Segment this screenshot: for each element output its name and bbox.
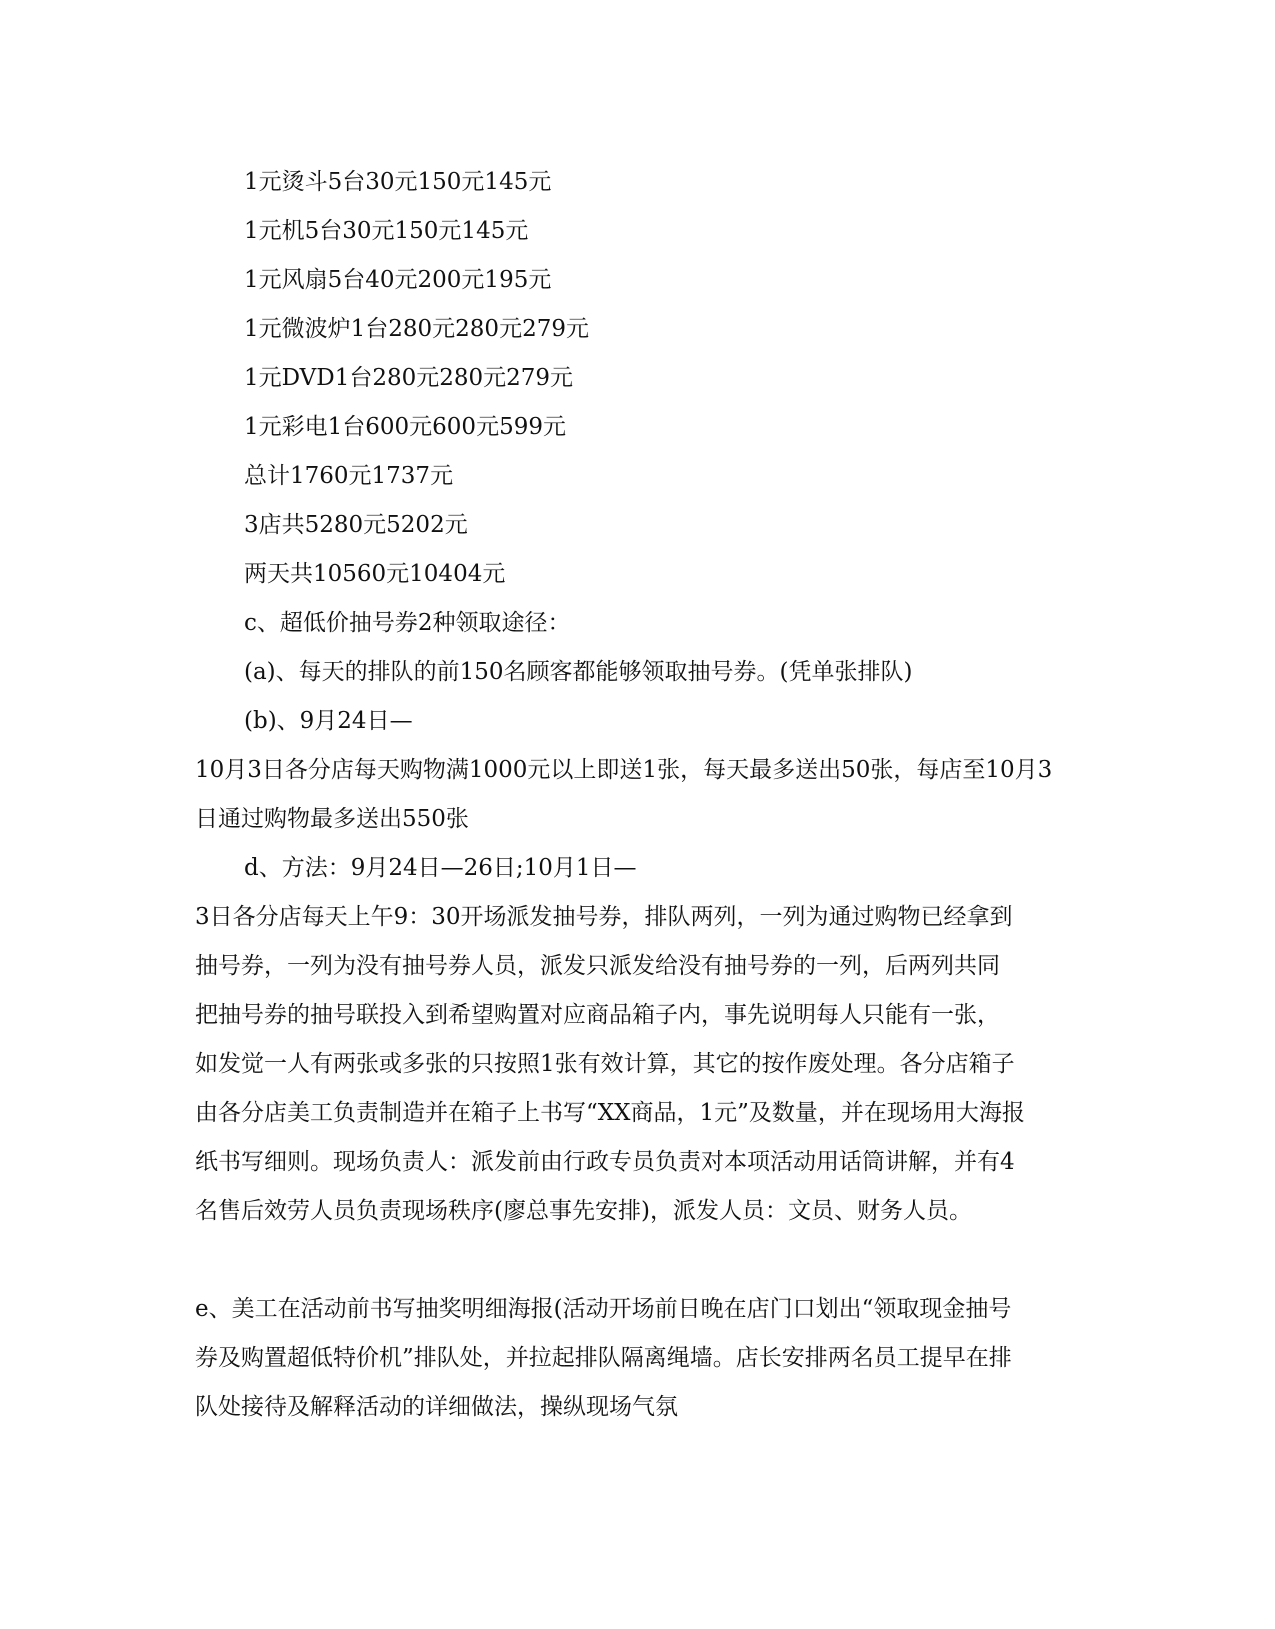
text-line: 总计1760元1737元 [244,463,454,489]
text-line: d、方法：9月24日—26日;10月1日— [244,855,637,881]
text-line: 由各分店美工负责制造并在箱子上书写“XX商品，1元”及数量，并在现场用大海报 [195,1100,1025,1126]
text-line: 把抽号券的抽号联投入到希望购置对应商品箱子内，事先说明每人只能有一张， [195,1002,1000,1028]
text-line: 1元DVD1台280元280元279元 [244,365,574,391]
document-body [195,158,1085,1432]
text-line: 日通过购物最多送出550张 [195,806,469,832]
text-line: 1元烫斗5台30元150元145元 [244,169,552,195]
text-line: 如发觉一人有两张或多张的只按照1张有效计算，其它的按作废处理。各分店箱子 [195,1051,1015,1077]
text-line: 队处接待及解释活动的详细做法，操纵现场气氛 [195,1394,678,1420]
text-line: 3日各分店每天上午9：30开场派发抽号券，排队两列，一列为通过购物已经拿到 [195,904,1013,930]
text-line: 10月3日各分店每天购物满1000元以上即送1张，每天最多送出50张，每店至10月3 [195,757,1053,783]
paragraph-gap [195,1236,1085,1285]
text-line: 券及购置超低特价机”排队处，并拉起排队隔离绳墙。店长安排两名员工提早在排 [195,1345,1012,1371]
text-line: 抽号券，一列为没有抽号券人员，派发只派发给没有抽号券的一列，后两列共同 [195,953,1000,979]
text-line: e、美工在活动前书写抽奖明细海报(活动开场前日晚在店门口划出“领取现金抽号 [195,1296,1012,1322]
paragraph-b [195,746,1085,844]
text-line: 纸书写细则。现场负责人：派发前由行政专员负责对本项活动用话筒讲解，并有4 [195,1149,1015,1175]
paragraph-e [195,1285,1085,1432]
text-line: 名售后效劳人员负责现场秩序(廖总事先安排)，派发人员：文员、财务人员。 [195,1198,972,1224]
text-line: 两天共10560元10404元 [244,561,506,587]
text-line: 3店共5280元5202元 [244,512,468,538]
text-line: 1元风扇5台40元200元195元 [244,267,552,293]
text-line: (a)、每天的排队的前150名顾客都能够领取抽号券。(凭单张排队) [244,659,913,685]
text-line: (b)、9月24日— [244,708,413,734]
text-line: 1元微波炉1台280元280元279元 [244,316,589,342]
paragraph-d [195,893,1085,1236]
text-line: 1元机5台30元150元145元 [244,218,529,244]
text-line: 1元彩电1台600元600元599元 [244,414,566,440]
text-line: c、超低价抽号券2种领取途径： [244,610,571,636]
